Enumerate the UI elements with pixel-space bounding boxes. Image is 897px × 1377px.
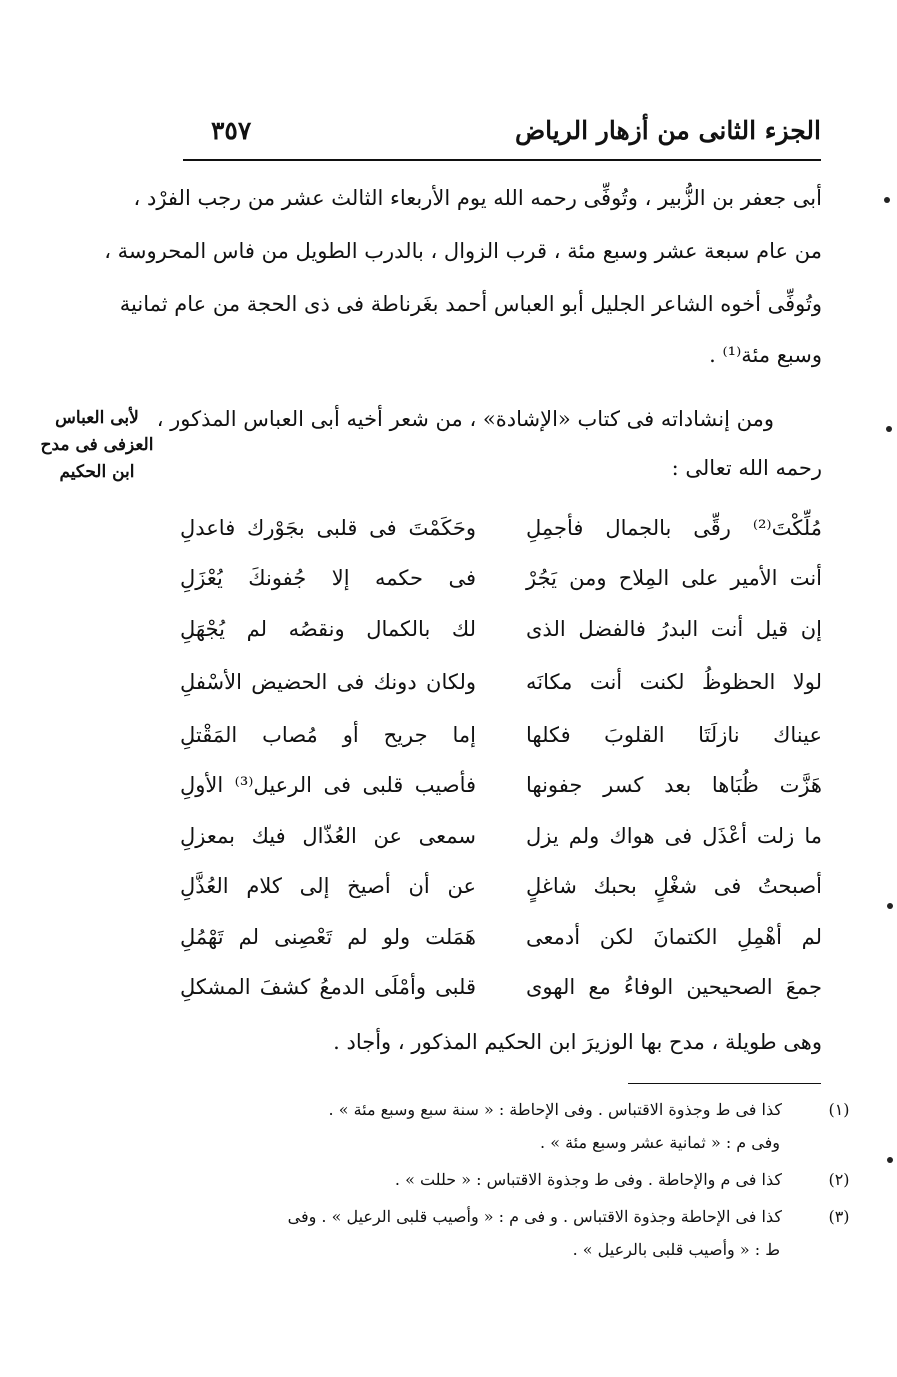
verse-first-hemistich: أنت الأمير على المِلاح ومن يَجُرْ (526, 566, 822, 590)
scan-dot (886, 426, 892, 432)
paragraph-line: وتُوفِّى أخوه الشاعر الجليل أبو العباس أحمد بغَرناطة فى ذى الحجة من عام ثمانية (119, 292, 822, 316)
verse-second-hemistich: عن أن أصيخ إلى كلام العُذَّلِ (180, 874, 476, 898)
verse (180, 723, 822, 763)
verse-second-hemistich: هَمَلت ولو لم تَعْصِنى لم تَهْمُلِ (180, 925, 476, 949)
verse (180, 824, 822, 864)
margin-note-line: العزفى فى مدح (40, 435, 154, 455)
verse-first-hemistich: عيناك نازلَتَا القلوبَ فكلها (526, 723, 822, 747)
verse-first-hemistich: لم أهْمِلِ الكتمانَ لكن أدمعى (526, 925, 822, 949)
verse-second-hemistich: وحَكَمْتَ فى قلبى بجَوْرك فاعدلِ (180, 516, 476, 540)
verse (180, 874, 822, 914)
header-rule (183, 159, 821, 161)
footnote-line: ط : « وأصيب قلبى بالرعيل » . (572, 1240, 780, 1259)
verse-first-hemistich: إن قيل أنت البدرُ فالفضل الذى (526, 617, 822, 641)
footnote-line: كذا فى م والإحاطة . وفى ط وجذوة الاقتباس : « حللت » . (394, 1170, 782, 1189)
verse (180, 566, 822, 606)
verse-first-hemistich: هَزَّت ظُبَاها بعد كسر جفونها (526, 773, 822, 797)
verse-second-hemistich: فأصيب قلبى فى الرعيل⁽³⁾ الأولِ (180, 773, 477, 797)
scan-dot (884, 197, 890, 203)
verse-first-hemistich: أصبحتُ فى شغْلٍ بحبك شاغلٍ (526, 874, 822, 898)
paragraph-line: أبى جعفر بن الزُّبير ، وتُوفِّى رحمه الله يوم الأربعاء الثالث عشر من رجب الفرْد ، (133, 186, 822, 210)
verse-second-hemistich: ولكان دونك فى الحضيض الأسْفلِ (180, 670, 476, 694)
page-header (183, 112, 821, 154)
paragraph-line: ومن إنشاداته فى كتاب «الإشادة» ، من شعر أخيه أبى العباس المذكور ، (156, 407, 774, 431)
verse (180, 925, 822, 965)
footnote-number: (٣) (828, 1207, 850, 1226)
verse-second-hemistich: إما جريح أو مُصاب المَقْتلِ (180, 723, 476, 747)
paragraph-line: من عام سبعة عشر وسبع مئة ، قرب الزوال ، بالدرب الطويل من فاس المحروسة ، (104, 239, 822, 263)
verse-first-hemistich: لولا الحظوظُ لكنت أنت مكانَه (526, 670, 822, 694)
verse (180, 516, 822, 556)
margin-note-line: ابن الحكيم (59, 462, 135, 482)
verse-second-hemistich: قلبى وأمْلَى الدمعُ كشفَ المشكلِ (180, 975, 476, 999)
paragraph-line: رحمه الله تعالى : (671, 456, 822, 480)
verse-second-hemistich: سمعى عن العُذّال فيك بمعزلِ (180, 824, 476, 848)
margin-note-line: لأبى العباس (55, 408, 139, 428)
footnote-line: وفى م : « ثمانية عشر وسبع مئة » . (540, 1133, 780, 1152)
verse (180, 670, 822, 710)
verse-second-hemistich: لك بالكمال ونقصُه لم يُجْهَلِ (180, 617, 476, 641)
verse-first-hemistich: جمعَ الصحيحين الوفاءُ مع الهوى (526, 975, 822, 999)
verse-first-hemistich: مُلِّكْتَ⁽²⁾ رقِّى بالجمال فأجمِلِ (526, 516, 822, 540)
verse (180, 617, 822, 657)
footnote-number: (١) (828, 1100, 850, 1119)
scan-dot (887, 1157, 893, 1163)
verse (180, 773, 822, 813)
verse-second-hemistich: فى حكمه إلا جُفونكَ يُعْزَلِ (180, 566, 476, 590)
closing-line: وهى طويلة ، مدح بها الوزيرَ ابن الحكيم المذكور ، وأجاد . (333, 1030, 822, 1054)
margin-note (38, 405, 156, 486)
paragraph-line: وسبع مئة⁽¹⁾ . (709, 343, 822, 367)
verse-first-hemistich: ما زلت أعْذَل فى هواك ولم يزل (526, 824, 822, 848)
verse (180, 975, 822, 1015)
running-title: الجزء الثانى من أزهار الرياض (514, 116, 821, 145)
scan-dot (887, 903, 893, 909)
footnote-line: كذا فى الإحاطة وجذوة الاقتباس . و فى م : « وأصيب قلبى الرعيل » . وفى (287, 1207, 782, 1226)
footnote-rule (628, 1083, 821, 1084)
footnote-number: (٢) (828, 1170, 850, 1189)
footnote-line: كذا فى ط وجذوة الاقتباس . وفى الإحاطة : « سنة سبع وسبع مئة » . (328, 1100, 782, 1119)
page-number: ٣٥٧ (211, 116, 252, 145)
